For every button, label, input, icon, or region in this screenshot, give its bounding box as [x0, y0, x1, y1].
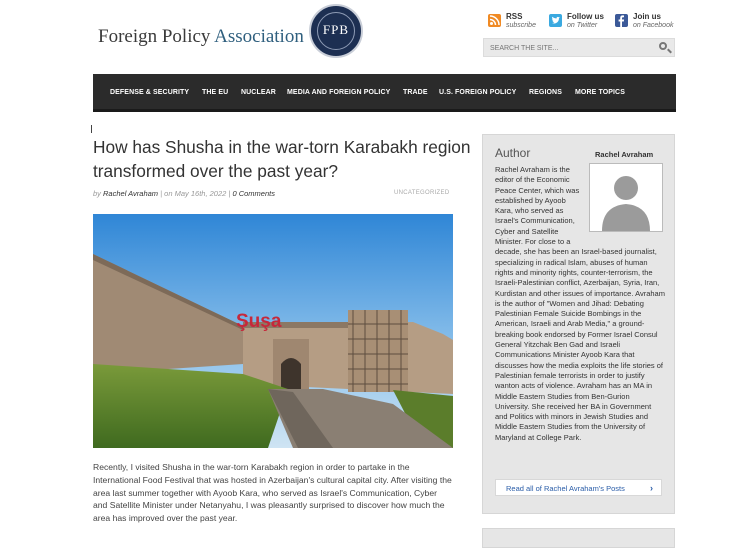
nav-item-the-eu[interactable]: THE EU: [202, 89, 229, 96]
rss-sub: subscribe: [506, 22, 536, 29]
facebook-sub: on Facebook: [633, 22, 674, 29]
twitter-label: Follow us: [567, 12, 604, 21]
article-body: Recently, I visited Shusha in the war-torn Karabakh region in order to partake in the International Food Festival that was hosted in Azerbaijan's cultural capital city. After visiting the area last summer together with Ayoob Kara, who served as Israel's Communication, Cyber and Satellite Minister under Netanyahu, I was pleasantly surprised to discover how much the area has improved over the past year.: [93, 462, 452, 524]
byline-author-link[interactable]: Rachel Avraham: [103, 189, 159, 198]
search-icon[interactable]: [659, 42, 667, 50]
comments-link[interactable]: 0 Comments: [232, 189, 275, 198]
photo-shusha-fortress: [93, 214, 453, 448]
search-box[interactable]: [483, 38, 675, 57]
nav-item-more-topics[interactable]: MORE TOPICS: [575, 89, 625, 96]
read-all-posts-label: Read all of Rachel Avraham's Posts: [506, 484, 625, 493]
nav-item-defense-security[interactable]: DEFENSE & SECURITY: [110, 89, 190, 96]
rss-icon: [488, 14, 501, 27]
site-seal-logo[interactable]: [309, 4, 363, 58]
nav-item-trade[interactable]: TRADE: [403, 89, 428, 96]
twitter-sub: on Twitter: [567, 22, 598, 29]
author-box: [482, 134, 675, 514]
photo-sign-text: Şuşa: [236, 311, 282, 332]
sidebar-next-box: [482, 528, 675, 548]
twitter-icon: [549, 14, 562, 27]
category-link[interactable]: UNCATEGORIZED: [394, 190, 450, 196]
main-nav: [93, 74, 676, 112]
author-box-heading: Author: [495, 146, 531, 160]
byline-date: on May 16th, 2022: [164, 189, 227, 198]
nav-item-nuclear[interactable]: NUCLEAR: [241, 89, 276, 96]
avatar: [589, 163, 663, 232]
author-box-name[interactable]: Rachel Avraham: [595, 150, 654, 159]
nav-item-regions[interactable]: REGIONS: [529, 89, 562, 96]
byline-separator: |: [226, 189, 233, 198]
site-logo-text[interactable]: [98, 26, 304, 48]
user-silhouette-icon: [590, 164, 662, 231]
byline-by: by: [93, 189, 101, 198]
nav-item-us-foreign-policy[interactable]: U.S. FOREIGN POLICY: [439, 89, 517, 96]
facebook-icon: [615, 14, 628, 27]
rss-label: RSS: [506, 12, 523, 21]
read-all-posts-button[interactable]: [495, 479, 662, 496]
site-header: [0, 0, 750, 74]
logo-text-part1: Foreign Policy: [98, 26, 215, 47]
byline-separator: |: [158, 189, 165, 198]
seal-text: FPB: [322, 22, 350, 37]
logo-text-part2: Association: [214, 26, 304, 47]
article-byline: [93, 189, 275, 198]
text-cursor: [91, 125, 92, 133]
article-photo: [93, 214, 453, 448]
author-bio: Rachel Avraham is the editor of the Economic Peace Center, which was established by Ayoob Kara, who served as Israel's Communication, Cyber and Satellite Minister. For close to a decade, she has been an Israel-based journalist, specializing in radical Islam, abuses of human rights and minority rights, counter-terrorism, the Israeli-Palestinian conflict, Azerbaijan, Syria, Iran, Kurdistan and other issues of importance. Avraham is the author of "Women and Jihad: Debating Palestinian Female Suicide Bombings in the American, Israeli and Arab Media," a ground-breaking book endorsed by Former Israel Consul General Yitzchak Ben Gad and Israeli Communications Minister Ayoob Kara that discusses how the media exploits the life stories of Palestinian female terrorists in order to justify wanton acts of violence. Avraham has an MA in Middle Eastern Studies from Ben-Gurion University. She received her BA in Government and Politics with minors in Jewish Studies and Middle Eastern Studies from the University of Maryland at College Park.: [495, 165, 665, 442]
facebook-label: Join us: [633, 12, 662, 21]
search-input[interactable]: [490, 42, 650, 54]
chevron-right-icon: ›: [650, 483, 653, 493]
article-title[interactable]: How has Shusha in the war-torn Karabakh region transformed over the past year?: [93, 137, 471, 181]
nav-item-media-foreign-policy[interactable]: MEDIA AND FOREIGN POLICY: [287, 89, 391, 96]
